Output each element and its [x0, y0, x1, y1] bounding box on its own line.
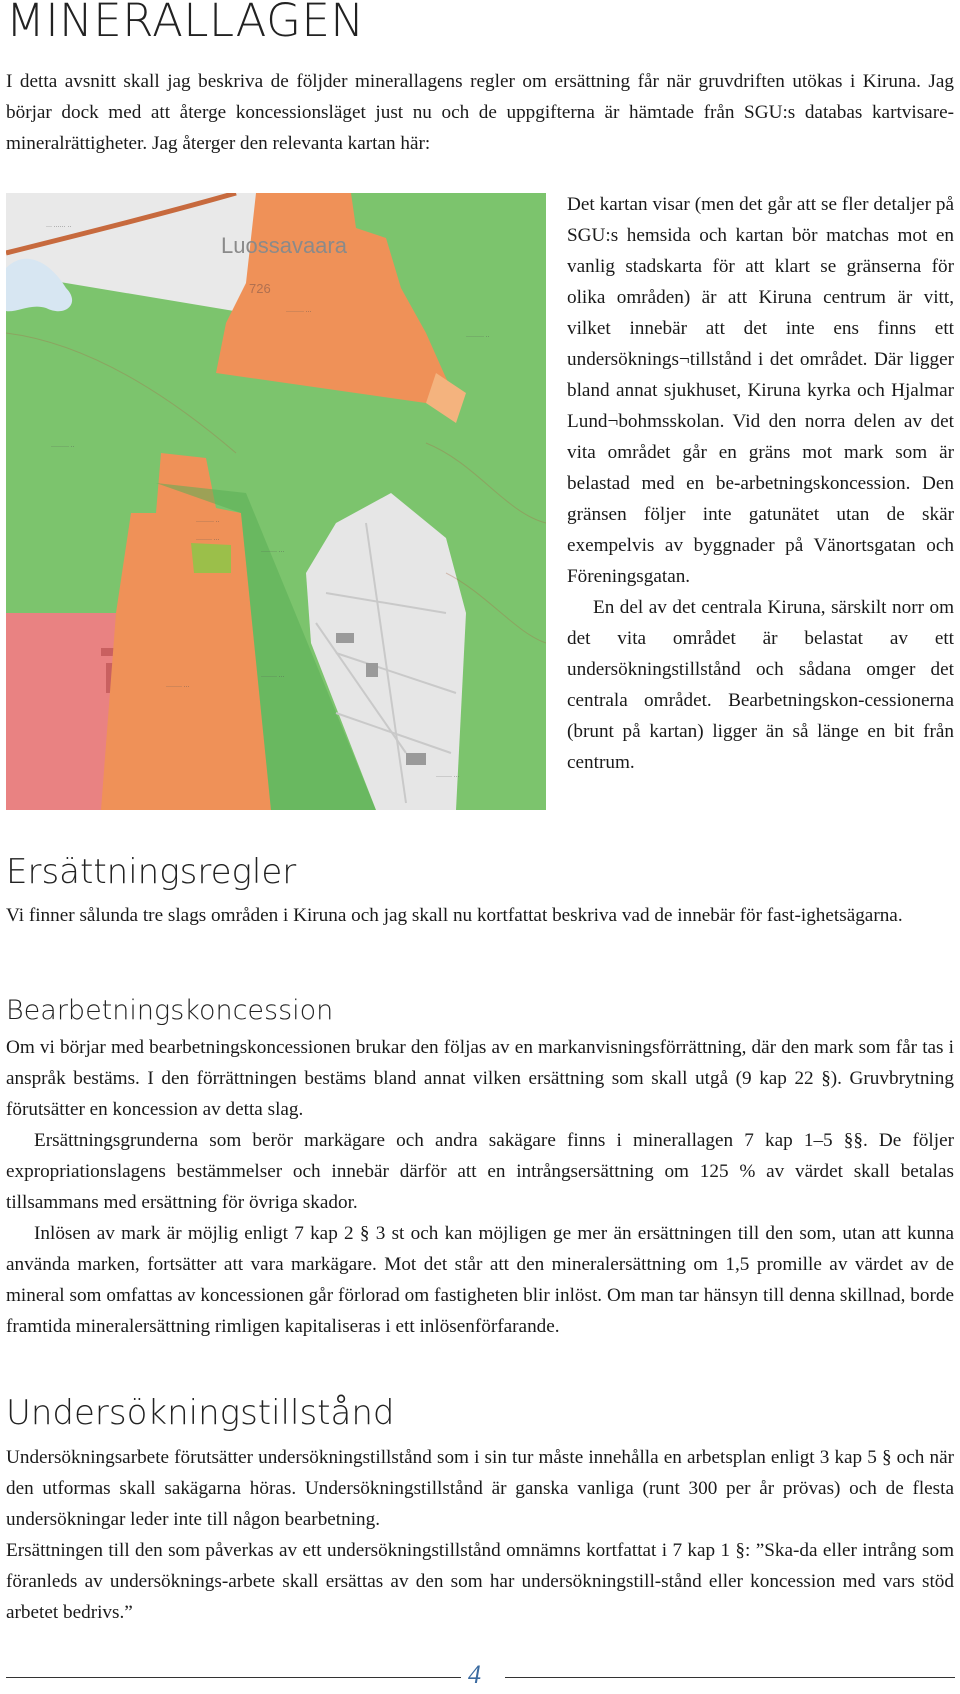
- svg-text:········· ···: ········· ···: [286, 309, 312, 315]
- bearbetning-section: [6, 1032, 954, 1342]
- section-heading-undersokningstillstand: Undersökningstillstånd: [6, 1393, 395, 1433]
- map-place-label: Luossavaara: [221, 233, 347, 258]
- svg-text:········ ···: ········ ···: [261, 674, 285, 680]
- footer-rule-left: [6, 1677, 461, 1678]
- map-elevation-label: 726: [249, 281, 271, 296]
- undersokning-section: [6, 1442, 954, 1628]
- undersokning-paragraph-1: Undersökningsarbete förutsätter undersökningstillstånd som i sin tur måste innehålla en arbetsplan enligt 3 kap 5 § och när den utformas skall sakägarna höras. Undersökningstillstånd är ganska vanliga (runt 300 per år prövas) och de flesta undersökningar leder inte till någon bearbetning.: [6, 1447, 954, 1530]
- intro-paragraph: I detta avsnitt skall jag beskriva de följder minerallagens regler om ersättning får när gruvdriften utökas i Kiruna. Jag börjar dock med att återge koncessionsläget just nu och de uppgifterna är hämtade från SGU:s databas kartvisare-mineralrättigheter. Jag återger den relevanta kartan här:: [6, 71, 954, 154]
- ersattning-paragraph: Vi finner sålunda tre slags områden i Kiruna och jag skall nu kortfattat beskriva vad de innebär för fast-ighetsägarna.: [6, 905, 903, 926]
- svg-text:········ ···: ········ ···: [436, 774, 460, 780]
- svg-text:········· ··: ········· ··: [466, 334, 490, 340]
- undersokning-paragraph-2: Ersättningen till den som påverkas av ett undersökningstillstånd omnämns kortfattat i 7 kap 1 §: ”Ska-da eller intrång som föranleds av undersöknings-arbete skall ersättas av den som har undersökningstill-stånd eller koncession med vars stöd arbetet bedrivs.”: [6, 1540, 954, 1623]
- side-paragraph-1: Det kartan visar (men det går att se fler detaljer på SGU:s hemsida och kartan bör matchas mot en vanlig stadskarta för att klart se gränserna för olika områden) är att Kiruna centrum är vitt, vilket innebär att det inte ens finns ett undersöknings¬tillstånd i det området. Där ligger bland annat sjukhuset, Kiruna kyrka och Hjalmar Lund¬bohmsskolan. Vid den norra delen av det vita området går en gräns mot mark som är belastad med en be-arbetningskoncession. Den gränsen följer inte gatunätet utan de skär exempelvis av byggnader på Vänortsgatan och Föreningsgatan.: [567, 194, 954, 587]
- section-heading-bearbetningskoncession: Bearbetningskoncession: [6, 995, 334, 1026]
- svg-text:········ ···: ········ ···: [261, 549, 285, 555]
- bearbetning-paragraph-2: Ersättningsgrunderna som berör markägare och andra sakägare finns i minerallagen 7 kap 1–5 §§. De följer expropriationslagens bestämmelser och innebär därför att en intrångsersättning om 125 % av värdet skall betalas tillsammans med ersättning för övriga skador.: [6, 1130, 954, 1213]
- map-red-west: [6, 613, 116, 810]
- page-title: MINERALLAGEN: [6, 0, 365, 47]
- bearbetning-paragraph-1: Om vi börjar med bearbetningskoncessionen brukar den följas av en markanvisningsförrättning, där den mark som får tas i anspråk bestäms. I den förrättningen bestäms bland annat vilken ersättning som skall utgå (9 kap 22 §). Gruvbrytning förutsätter en koncession av detta slag.: [6, 1037, 954, 1120]
- side-paragraph-2: En del av det centrala Kiruna, särskilt norr om det vita området är belastat av ett undersökningstillstånd och sådana omger det centrala området. Bearbetningskon-cessionerna (brunt på kartan) ligger än så länge en bit från centrum.: [567, 597, 954, 773]
- svg-text:········ ···: ········ ···: [196, 537, 220, 543]
- section-heading-ersattningsregler: Ersättningsregler: [6, 852, 297, 892]
- concession-map: [6, 193, 546, 810]
- svg-text:········· ··: ········· ··: [51, 444, 75, 450]
- map-description: [567, 189, 954, 778]
- svg-text:········· ··: ········· ··: [196, 519, 220, 525]
- svg-text:··· ······ ··: ··· ······ ··: [46, 224, 72, 230]
- page-footer: [0, 1662, 960, 1692]
- page-number: 4: [468, 1660, 481, 1689]
- svg-text:········ ···: ········ ···: [166, 684, 190, 690]
- bearbetning-paragraph-3: Inlösen av mark är möjlig enligt 7 kap 2 § 3 st och kan möjligen ge mer än ersättningen till den som, utan att kunna använda marken, fortsätter att vara markägare. Mot det står att den mineralersättning om 1,5 promille av värdet av de mineral som omfattas av koncessionen går förlorad om fastigheten blir inlöst. Om man tar hänsyn till denna skillnad, borde framtida mineralersättning rimligen kapitaliseras i ett inlösenförfarande.: [6, 1223, 954, 1337]
- footer-rule-right: [505, 1677, 955, 1678]
